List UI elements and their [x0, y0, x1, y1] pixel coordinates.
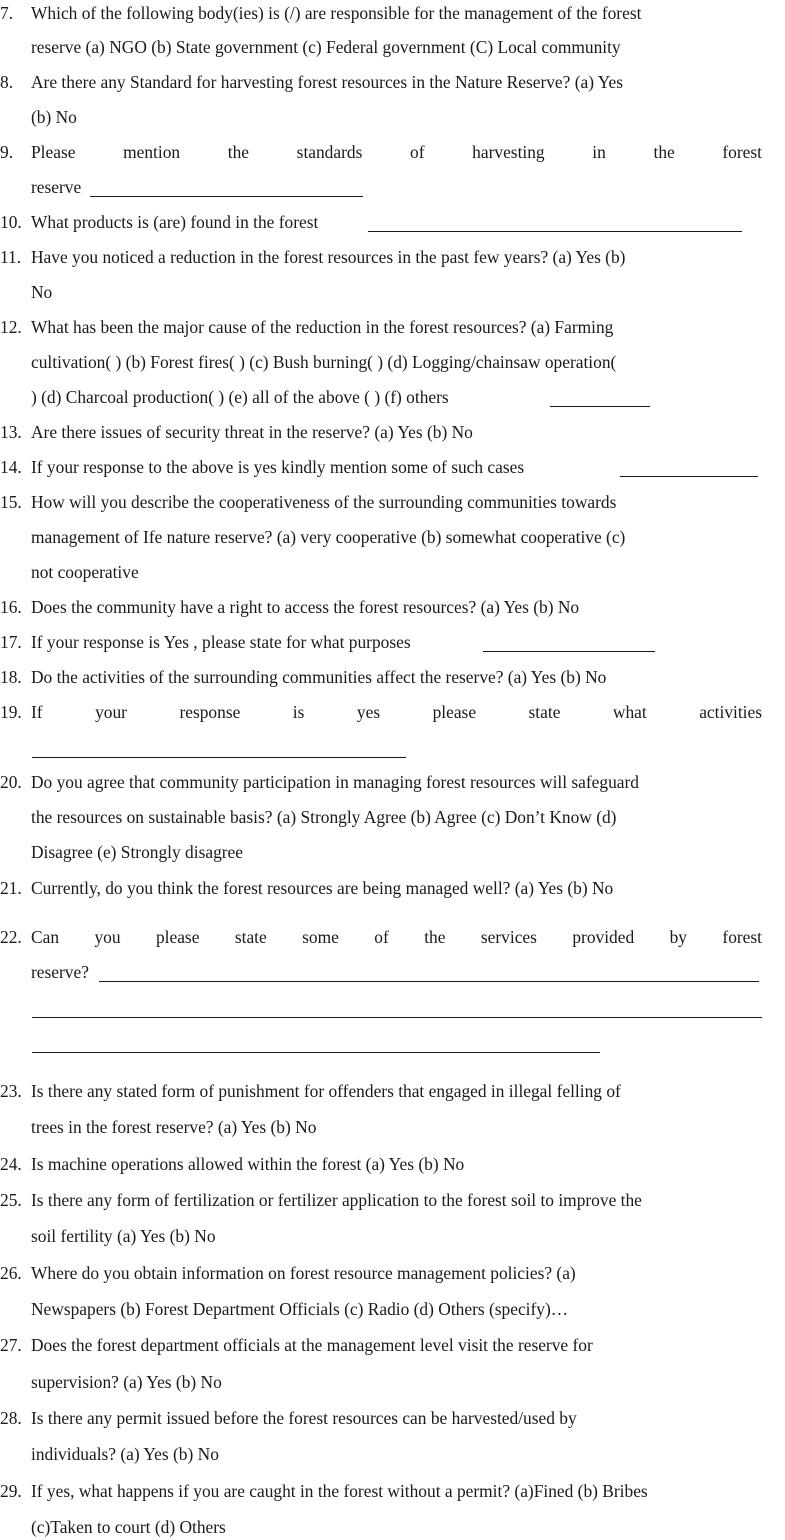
- question-text: Are there any Standard for harvesting forest resources in the Nature Reserve? (a) Yes: [31, 72, 624, 92]
- question-text: Have you noticed a reduction in the forest resources in the past few years? (a) Yes (b): [31, 247, 626, 267]
- question-number: 11.: [0, 247, 22, 267]
- question-text: Can you please state some of the services provided by forest: [31, 927, 762, 947]
- question-text: What products is (are) found in the forest: [31, 212, 319, 232]
- question-text: Is there any stated form of punishment for offenders that engaged in illegal felling of: [31, 1081, 621, 1101]
- question-text: If your response is Yes , please state for what purposes: [31, 632, 411, 652]
- question-text: trees in the forest reserve? (a) Yes (b) No: [31, 1117, 317, 1137]
- question-text: How will you describe the cooperativeness of the surrounding communities towards: [31, 492, 617, 512]
- question-number: 24.: [0, 1154, 22, 1174]
- question-text: If your response is yes please state what activities: [31, 702, 762, 722]
- answer-blank[interactable]: [99, 980, 759, 982]
- question-number: 28.: [0, 1408, 22, 1428]
- question-number: 25.: [0, 1190, 22, 1210]
- question-text: Disagree (e) Strongly disagree: [31, 842, 243, 862]
- answer-blank[interactable]: [32, 756, 406, 758]
- question-number: 26.: [0, 1263, 22, 1283]
- question-number: 18.: [0, 667, 22, 687]
- question-number: 7.: [0, 3, 14, 23]
- question-text: No: [31, 282, 53, 302]
- question-text: reserve: [31, 177, 82, 197]
- question-text: ) (d) Charcoal production( ) (e) all of the above ( ) (f) others: [31, 387, 449, 407]
- question-number: 17.: [0, 632, 22, 652]
- question-number: 20.: [0, 772, 22, 792]
- question-number: 29.: [0, 1481, 22, 1501]
- question-text: Do the activities of the surrounding communities affect the reserve? (a) Yes (b) No: [31, 667, 607, 687]
- question-number: 19.: [0, 702, 22, 722]
- question-text: cultivation( ) (b) Forest fires( ) (c) Bush burning( ) (d) Logging/chainsaw operation(: [31, 352, 617, 372]
- question-text: Does the community have a right to access the forest resources? (a) Yes (b) No: [31, 597, 580, 617]
- question-text: If yes, what happens if you are caught in the forest without a permit? (a)Fined (b) Bribes: [31, 1481, 648, 1501]
- question-text: Where do you obtain information on forest resource management policies? (a): [31, 1263, 576, 1283]
- question-text: soil fertility (a) Yes (b) No: [31, 1226, 216, 1246]
- question-text: Do you agree that community participation in managing forest resources will safeguard: [31, 772, 640, 792]
- question-text: the resources on sustainable basis? (a) Strongly Agree (b) Agree (c) Don’t Know (d): [31, 807, 617, 827]
- question-number: 21.: [0, 878, 22, 898]
- answer-blank[interactable]: [368, 230, 742, 232]
- question-text: (b) No: [31, 107, 77, 127]
- question-number: 23.: [0, 1081, 22, 1101]
- answer-blank[interactable]: [483, 650, 655, 652]
- question-number: 8.: [0, 72, 14, 92]
- question-number: 22.: [0, 927, 22, 947]
- answer-blank[interactable]: [32, 1051, 600, 1053]
- question-text: Is machine operations allowed within the forest (a) Yes (b) No: [31, 1154, 465, 1174]
- answer-blank[interactable]: [620, 475, 758, 477]
- question-number: 15.: [0, 492, 22, 512]
- question-number: 14.: [0, 457, 22, 477]
- answer-blank[interactable]: [90, 195, 363, 197]
- question-text: Which of the following body(ies) is (/) are responsible for the management of the forest: [31, 3, 642, 23]
- answer-blank[interactable]: [550, 405, 650, 407]
- question-number: 9.: [0, 142, 14, 162]
- question-text: individuals? (a) Yes (b) No: [31, 1444, 219, 1464]
- question-text: not cooperative: [31, 562, 139, 582]
- question-number: 13.: [0, 422, 22, 442]
- question-text: reserve (a) NGO (b) State government (c) Federal government (C) Local community: [31, 37, 621, 57]
- question-text: Newspapers (b) Forest Department Officials (c) Radio (d) Others (specify)…: [31, 1299, 569, 1319]
- question-text: (c)Taken to court (d) Others: [31, 1517, 226, 1537]
- question-text: reserve?: [31, 962, 89, 982]
- question-text: What has been the major cause of the reduction in the forest resources? (a) Farming: [31, 317, 614, 337]
- question-text: management of Ife nature reserve? (a) very cooperative (b) somewhat cooperative (c): [31, 527, 626, 547]
- question-number: 10.: [0, 212, 22, 232]
- question-text: supervision? (a) Yes (b) No: [31, 1372, 222, 1392]
- question-text: Does the forest department officials at the management level visit the reserve for: [31, 1335, 593, 1355]
- question-text: Currently, do you think the forest resources are being managed well? (a) Yes (b) No: [31, 878, 614, 898]
- question-text: Is there any form of fertilization or fertilizer application to the forest soil to improve the: [31, 1190, 642, 1210]
- question-text: If your response to the above is yes kindly mention some of such cases: [31, 457, 525, 477]
- question-number: 27.: [0, 1335, 22, 1355]
- question-number: 16.: [0, 597, 22, 617]
- question-text: Please mention the standards of harvesting in the forest: [31, 142, 762, 162]
- answer-blank[interactable]: [32, 1016, 762, 1018]
- question-text: Are there issues of security threat in the reserve? (a) Yes (b) No: [31, 422, 473, 442]
- question-text: Is there any permit issued before the forest resources can be harvested/used by: [31, 1408, 577, 1428]
- question-number: 12.: [0, 317, 22, 337]
